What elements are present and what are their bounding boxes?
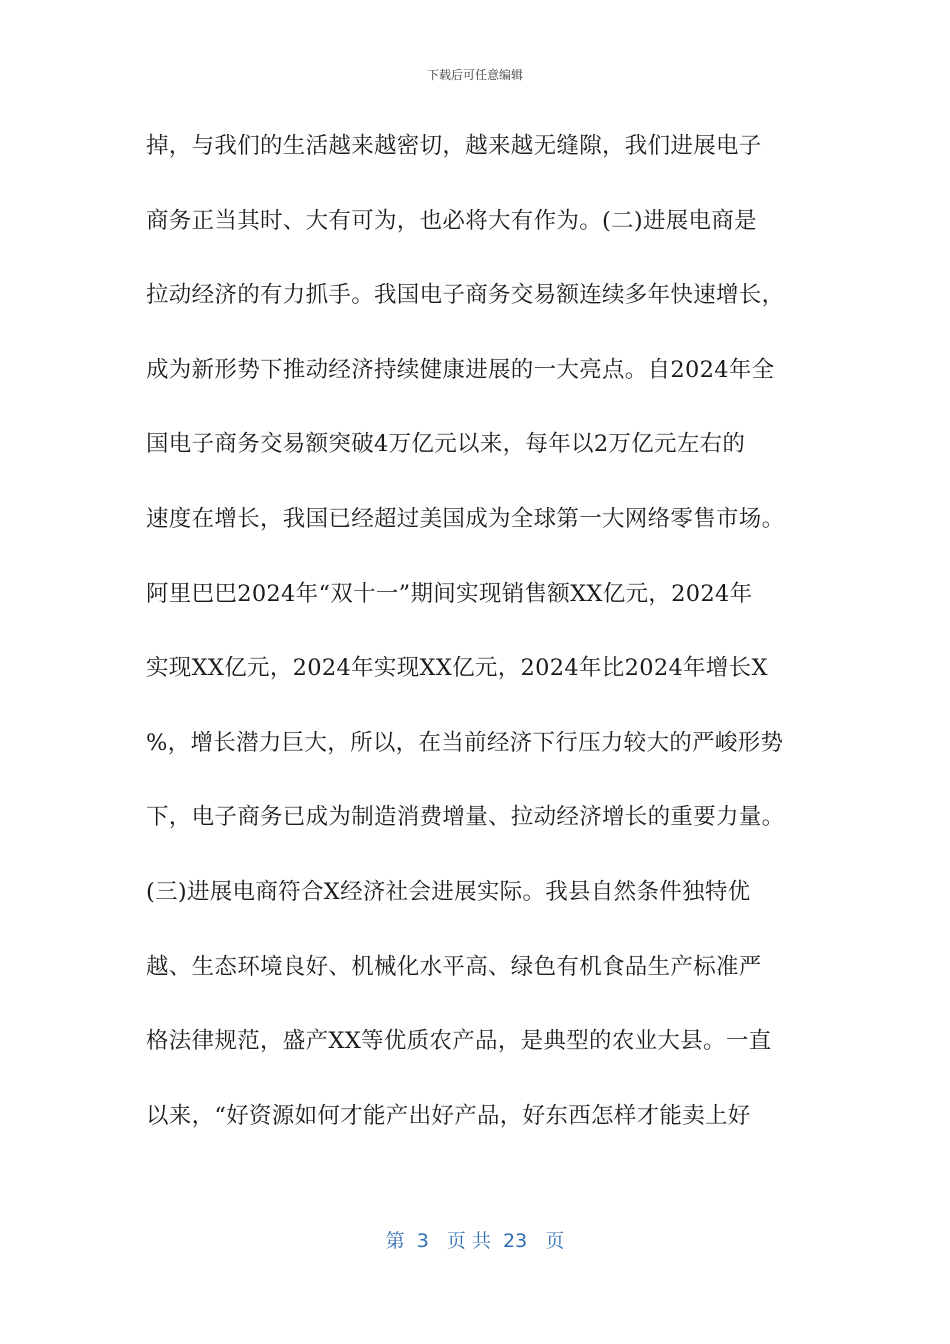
page-header: 下载后可任意编辑 [426,68,523,82]
document-body [146,120,814,1164]
text-line: 越、生态环境良好、机械化水平高、绿色有机食品生产标准严 [146,953,762,980]
text-line: 商务正当其时、大有可为，也必将大有作为。(二)进展电商是 [146,207,757,234]
text-line: 速度在增长，我国已经超过美国成为全球第一大网络零售市场。 [146,505,785,532]
text-line: 成为新形势下推动经济持续健康进展的一大亮点。自2024年全 [146,356,775,383]
text-line: 拉动经济的有力抓手。我国电子商务交易额连续多年快速增长， [146,282,785,309]
text-line: (三)进展电商符合X经济社会进展实际。我县自然条件独特优 [146,878,751,905]
text-line: 国电子商务交易额突破4万亿元以来，每年以2万亿元左右的 [146,431,746,458]
text-line: %，增长潜力巨大，所以，在当前经济下行压力较大的严峻形势 [146,729,784,756]
text-line: 阿里巴巴2024年“双十一”期间实现销售额XX亿元，2024年 [146,580,753,607]
text-line: 实现XX亿元，2024年实现XX亿元，2024年比2024年增长X [146,655,768,682]
page-number-footer: 第 3 页 共 23 页 [385,1230,565,1252]
text-line: 掉，与我们的生活越来越密切，越来越无缝隙，我们进展电子 [146,133,762,159]
text-line: 以来，“好资源如何才能产出好产品，好东西怎样才能卖上好 [146,1102,751,1129]
text-line: 下，电子商务已成为制造消费增量、拉动经济增长的重要力量。 [146,804,785,831]
text-line: 格法律规范，盛产XX等优质农产品，是典型的农业大县。一直 [146,1028,772,1055]
